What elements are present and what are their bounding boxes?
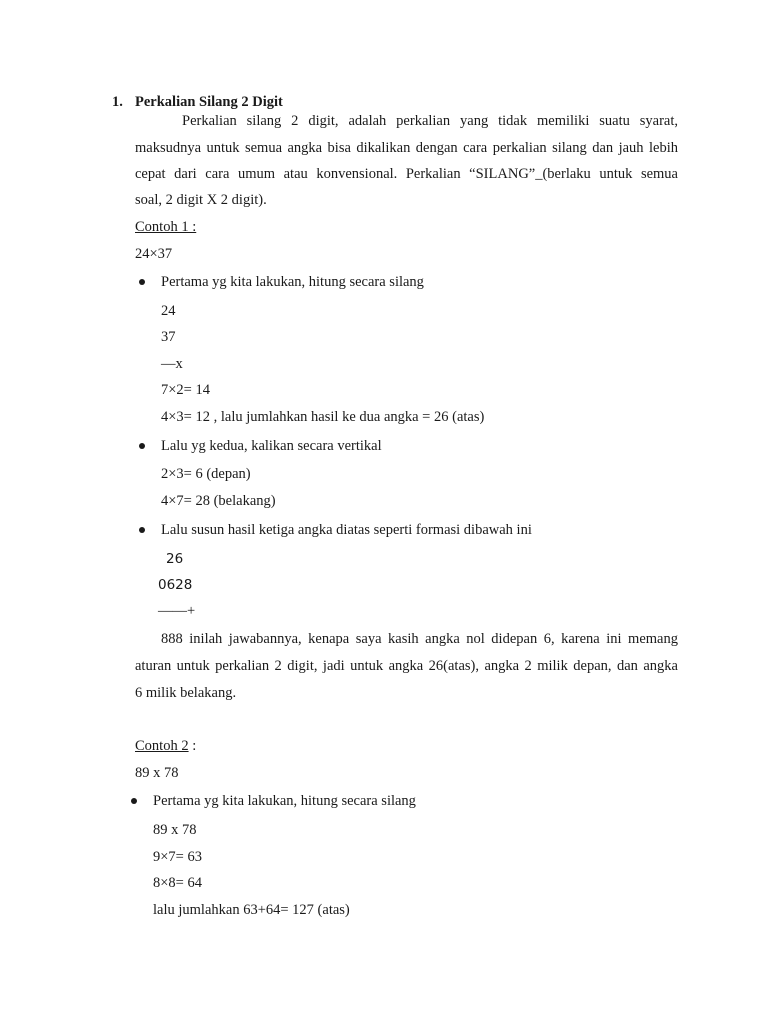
example2-bullet1: Pertama yg kita lakukan, hitung secara silang: [153, 793, 416, 809]
bullet-icon: [139, 527, 145, 533]
example1-step-b: 37: [161, 329, 176, 345]
example1-result-line-3: 6 milik belakang.: [135, 685, 237, 701]
section-number: 1.: [112, 94, 123, 110]
bullet-icon: [139, 443, 145, 449]
example1-result-line-1: 888 inilah jawabannya, kenapa saya kasih angka nol didepan 6, karena ini memang: [161, 631, 678, 647]
example2-step-b: 9×7= 63: [153, 849, 202, 865]
example2-label: Contoh 2: [135, 738, 189, 754]
example2-label-colon: :: [188, 738, 197, 754]
intro-line-1: Perkalian silang 2 digit, adalah perkalian yang tidak memiliki suatu syarat,: [182, 113, 678, 129]
example1-step-h: 26: [166, 551, 184, 567]
intro-line-2: maksudnya untuk semua angka bisa dikalikan dengan cara perkalian silang dan jauh lebih: [135, 140, 678, 156]
example1-bullet2: Lalu yg kedua, kalikan secara vertikal: [161, 438, 382, 454]
intro-line-4: soal, 2 digit X 2 digit).: [135, 192, 267, 208]
example2-step-a: 89 x 78: [153, 822, 197, 838]
example2-step-c: 8×8= 64: [153, 875, 202, 891]
example1-step-f: 2×3= 6 (depan): [161, 466, 251, 482]
example1-step-d: 7×2= 14: [161, 382, 210, 398]
bullet-icon: [131, 798, 137, 804]
example2-problem: 89 x 78: [135, 765, 179, 781]
example1-step-c: —x: [161, 356, 183, 372]
section-heading: Perkalian Silang 2 Digit: [135, 94, 283, 110]
example1-result-line-2: aturan untuk perkalian 2 digit, jadi untuk angka 26(atas), angka 2 milik depan, dan angka: [135, 658, 678, 674]
example1-step-e: 4×3= 12 , lalu jumlahkan hasil ke dua angka = 26 (atas): [161, 409, 485, 425]
example1-step-i: 0628: [158, 577, 193, 593]
example1-label: Contoh 1 :: [135, 219, 197, 235]
example1-step-a: 24: [161, 303, 176, 319]
example2-step-d: lalu jumlahkan 63+64= 127 (atas): [153, 902, 350, 918]
example1-bullet3: Lalu susun hasil ketiga angka diatas seperti formasi dibawah ini: [161, 522, 532, 538]
example1-step-g: 4×7= 28 (belakang): [161, 493, 276, 509]
bullet-icon: [139, 279, 145, 285]
intro-line-3: cepat dari cara umum atau konvensional. Perkalian “SILANG”_(berlaku untuk semua: [135, 166, 678, 182]
example1-problem: 24×37: [135, 246, 173, 262]
example1-bullet1: Pertama yg kita lakukan, hitung secara silang: [161, 274, 424, 290]
example2-label-wrap: [135, 737, 196, 755]
example1-step-j: ——+: [158, 603, 196, 619]
